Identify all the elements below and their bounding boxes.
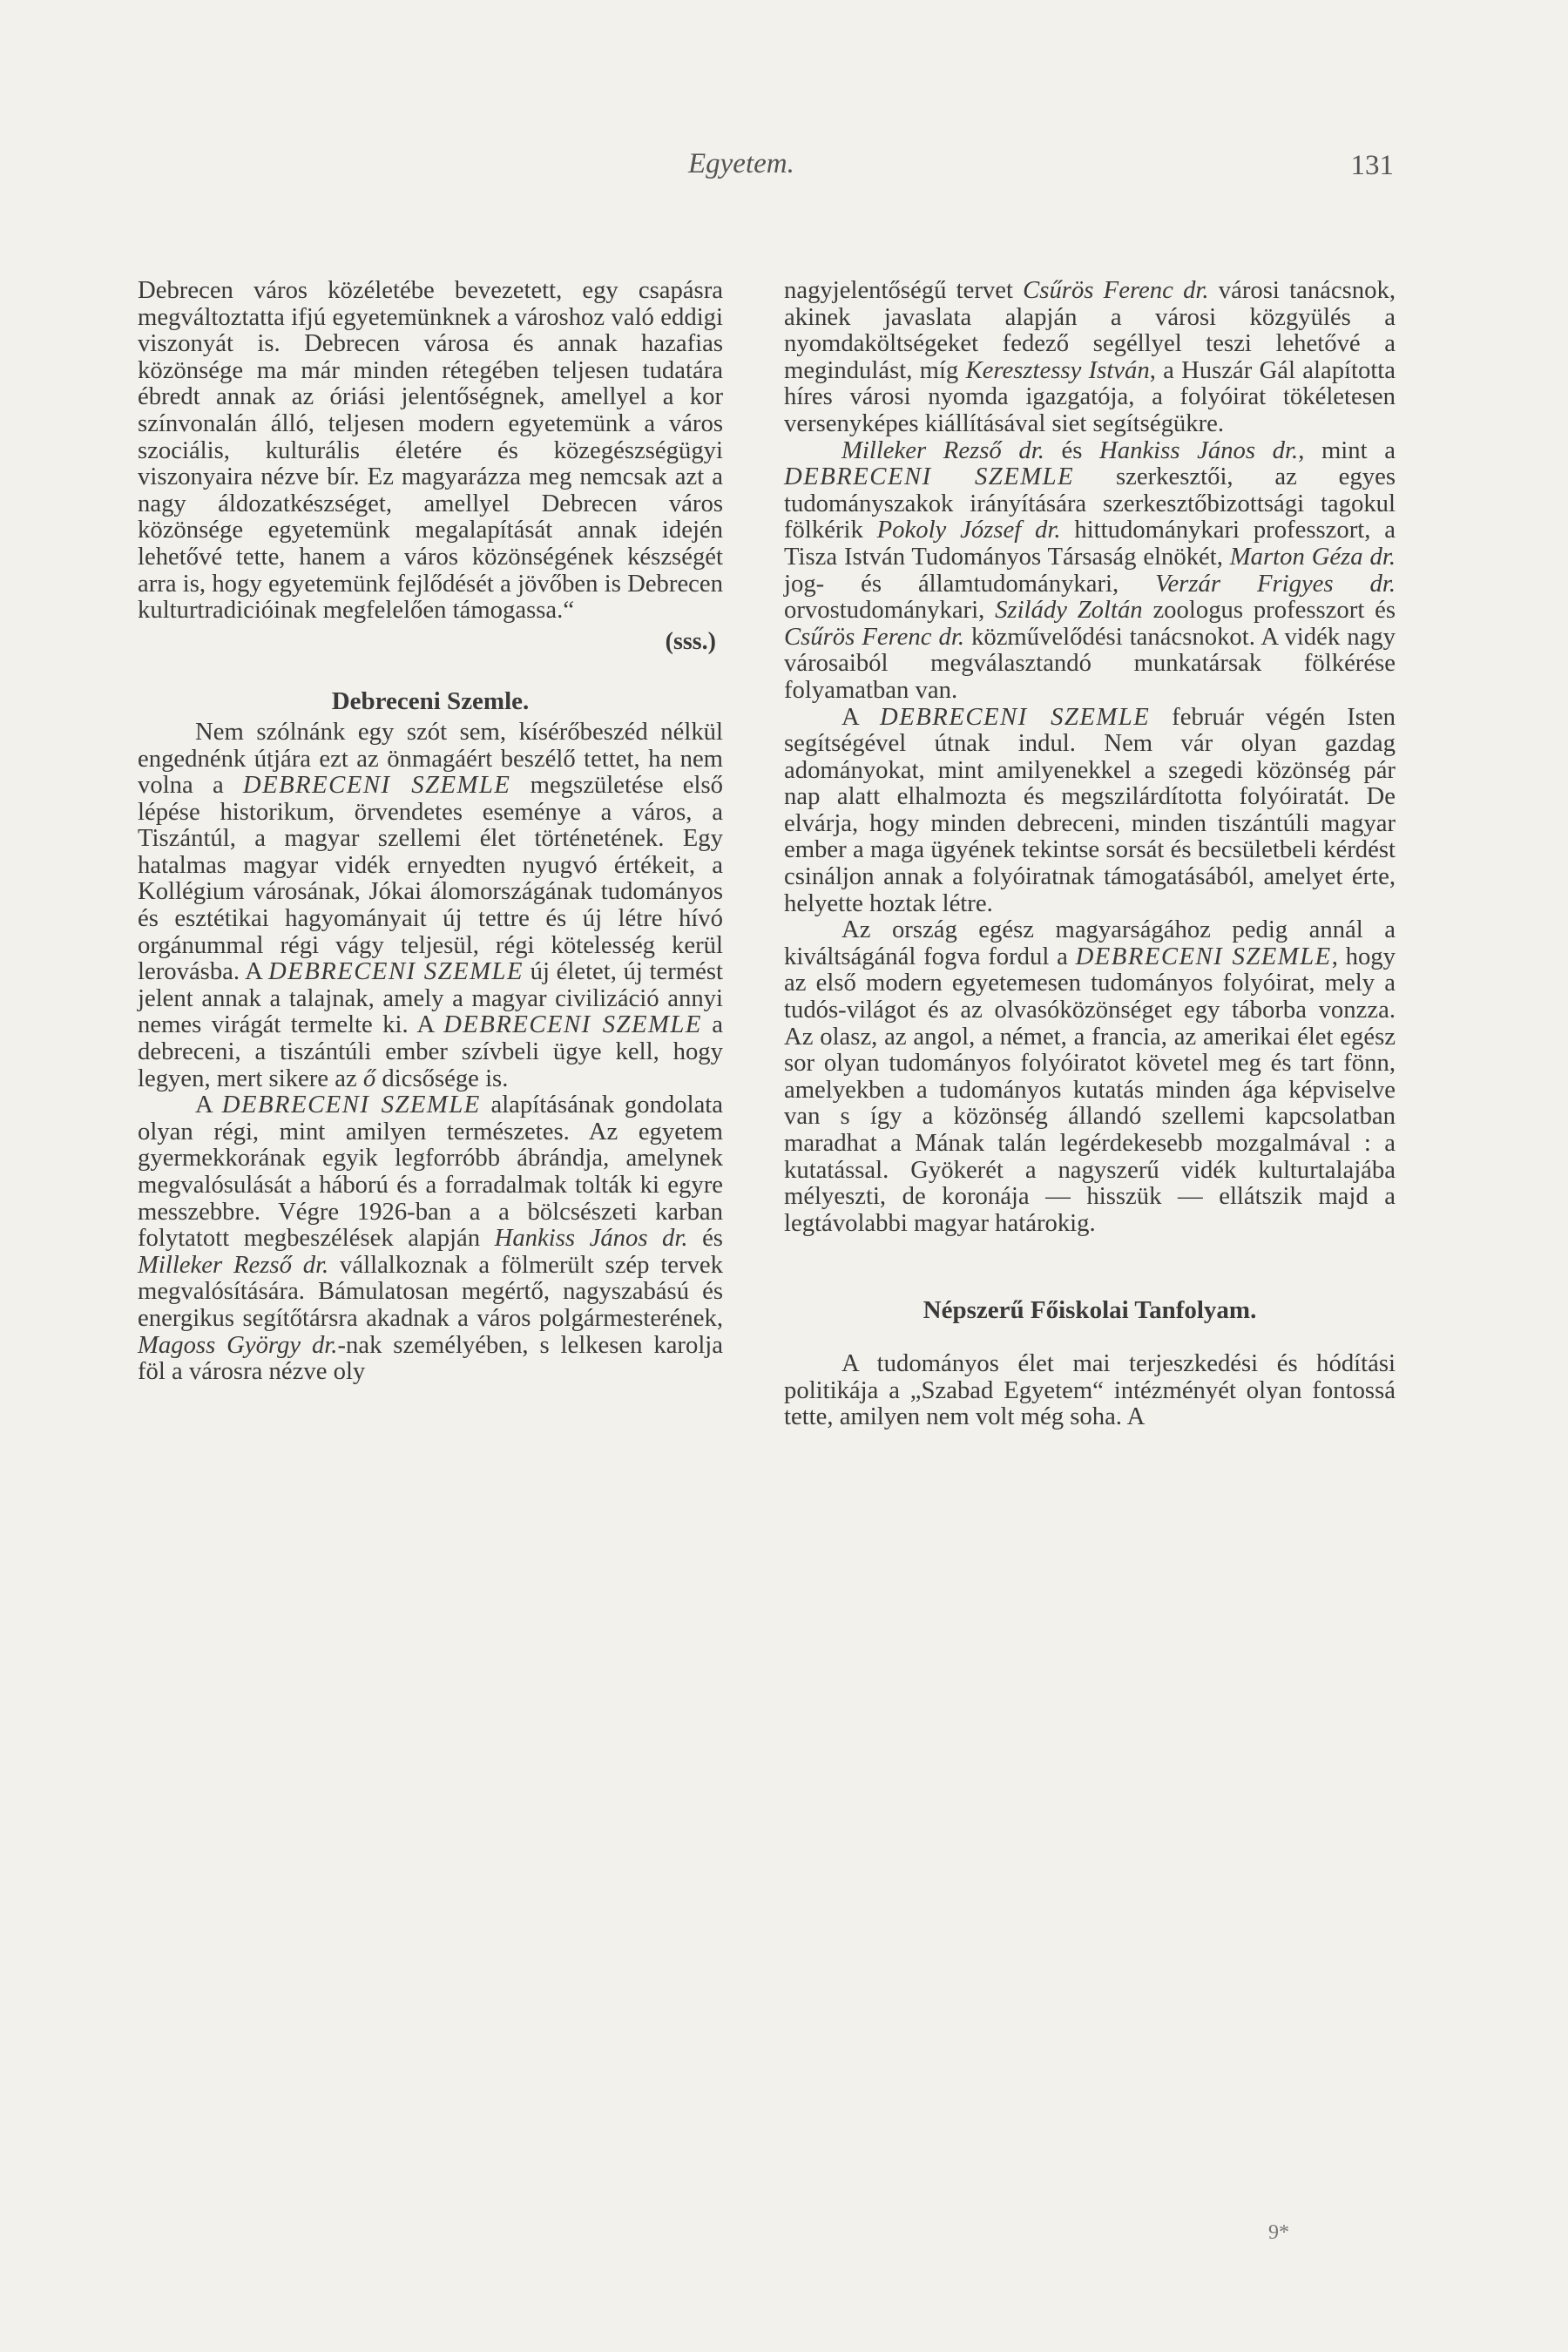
- left-paragraph-2: Nem szólnánk egy szót sem, kísérőbeszéd nélkül engednénk útjára ezt az önmagáért beszélő tettet, ha nem volna a DEBRECENI SZEMLE megszületése első lépése historikum, örvendetes eseménye a város, a Tiszántúl, a magyar szellemi élet történetének. Egy hatalmas magyar vidék ernyedten nyugvó értékeit, a Kollégium városának, Jókai álomországának tudományos és esztétikai hagyományait új tettre és új létre hívó orgánummal régi vágy teljesül, régi kötelesség kerül lerovásba. A DEBRECENI SZEMLE új életet, új termést jelent annak a talajnak, amely a magyar civilizáció annyi nemes virágát termelte ki. A DEBRECENI SZEMLE a debreceni, a tiszántúli ember szívbeli ügye kell, hogy legyen, mert sikere az ő dicsősége is.: [138, 717, 723, 1092]
- running-header-title: Egyetem.: [688, 148, 794, 179]
- printer-signature-mark: 9*: [1268, 2221, 1289, 2244]
- section-title-debreceni-szemle: Debreceni Szemle.: [331, 687, 530, 716]
- right-paragraph-3: A DEBRECENI SZEMLE február végén Isten segítségével útnak indul. Nem vár olyan gazdag adományokat, mint amilyenekkel a szegedi közönség pár nap alatt elhalmozta és megszilárdította folyóiratát. De elvárja, hogy minden debreceni, minden tiszántúli magyar ember a maga ügyének tekintse sorsát és becsületbeli kérdést csináljon annak a folyóiratnak támogatásából, amelyet érte, helyette hoztak létre.: [784, 702, 1396, 917]
- left-paragraph-1: Debrecen város közéletébe bevezetett, egy csapásra megváltoztatta ifjú egyetemünknek a városhoz való eddigi viszonyát is. Debrecen városa és annak hazafias közönsége ma már minden rétegében teljesen tudatára ébredt annak az óriási jelentőségnek, amellyel a kor színvonalán álló, teljesen modern egyetemünk a város szociális, kulturális életére és közegészségügyi viszonyaira nézve bír. Ez magyarázza meg nemcsak azt a nagy áldozatkészséget, amellyel Debrecen város közönsége egyetemünk megalapítását annak idején lehetővé tette, hanem a város közönségének készségét arra is, hogy egyetemünk fejlődését a jövőben is Debrecen kulturtradicióinak megfelelően támogassa.“: [138, 276, 723, 625]
- right-paragraph-2: Milleker Rezső dr. és Hankiss János dr., mint a DEBRECENI SZEMLE szerkesztői, az egyes tudományszakok irányítására szerkesztőbizottsági tagokul fölkérik Pokoly József dr. hittudománykari professzort, a Tisza István Tudományos Társaság elnökét, Marton Géza dr. jog- és államtudománykari, Verzár Frigyes dr. orvostudománykari, Szilády Zoltán zoologus professzort és Csűrös Ferenc dr. közművelődési tanácsnokot. A vidék nagy városaiból megválasztandó munkatársak fölkérése folyamatban van.: [784, 436, 1396, 704]
- left-column: [138, 277, 723, 1385]
- right-paragraph-1: nagyjelentőségű tervet Csűrös Ferenc dr. városi tanácsnok, akinek javaslata alapján a városi közgyülés a nyomdaköltségeket fedező segéllyel teszi lehetővé a megindulást, míg Keresztessy István, a Huszár Gál alapította híres városi nyomda igazgatója, a folyóirat tökéletesen versenyképes kiállításával siet segítségükre.: [784, 276, 1396, 437]
- right-column: [784, 277, 1396, 1430]
- page-number: 131: [1350, 150, 1394, 181]
- right-paragraph-4: Az ország egész magyarságához pedig annál a kiváltságánál fogva fordul a DEBRECENI SZEMLE, hogy az első modern egyetemesen tudományos folyóirat, mely a tudós-világot és az olvasóközönséget egy táborba vonzza. Az olasz, az angol, a német, a francia, az amerikai élet egész sor olyan tudományos folyóiratot követel meg és tart fönn, amelyekben a tudományos kutatás minden ága képviselve van s így a közönség állandó szellemi kapcsolatban maradhat a Mának talán legérdekesebb mozgalmával : a kutatással. Gyökerét a nagyszerű vidék kulturtalajába mélyeszti, de koronája — hisszük — ellátszik majd a legtávolabbi magyar határokig.: [784, 916, 1396, 1237]
- left-paragraph-3: A DEBRECENI SZEMLE alapításának gondolata olyan régi, mint amilyen természetes. Az egyetem gyermekkorának egyik legforróbb ábrándja, amelynek megvalósulását a háború és a forradalmak tolták ki egyre messzebbre. Végre 1926-ban a a bölcsészeti karban folytatott megbeszélések alapján Hankiss János dr. és Milleker Rezső dr. vállalkoznak a fölmerült szép tervek megvalósítására. Bámulatosan megértő, nagyszabású és energikus segítőtársra akadnak a város polgármesterének, Magoss György dr.-nak személyében, s lelkesen karolja föl a városra nézve oly: [138, 1091, 724, 1386]
- right-paragraph-5: A tudományos élet mai terjeszkedési és hódítási politikája a „Szabad Egyetem“ intézményét olyan fontossá tette, amilyen nem volt még soha. A: [784, 1348, 1396, 1431]
- article-signature: (sss.): [665, 627, 716, 655]
- section-title-nepszeru-foiskolai-tanfolyam: Népszerű Főiskolai Tanfolyam.: [923, 1296, 1257, 1325]
